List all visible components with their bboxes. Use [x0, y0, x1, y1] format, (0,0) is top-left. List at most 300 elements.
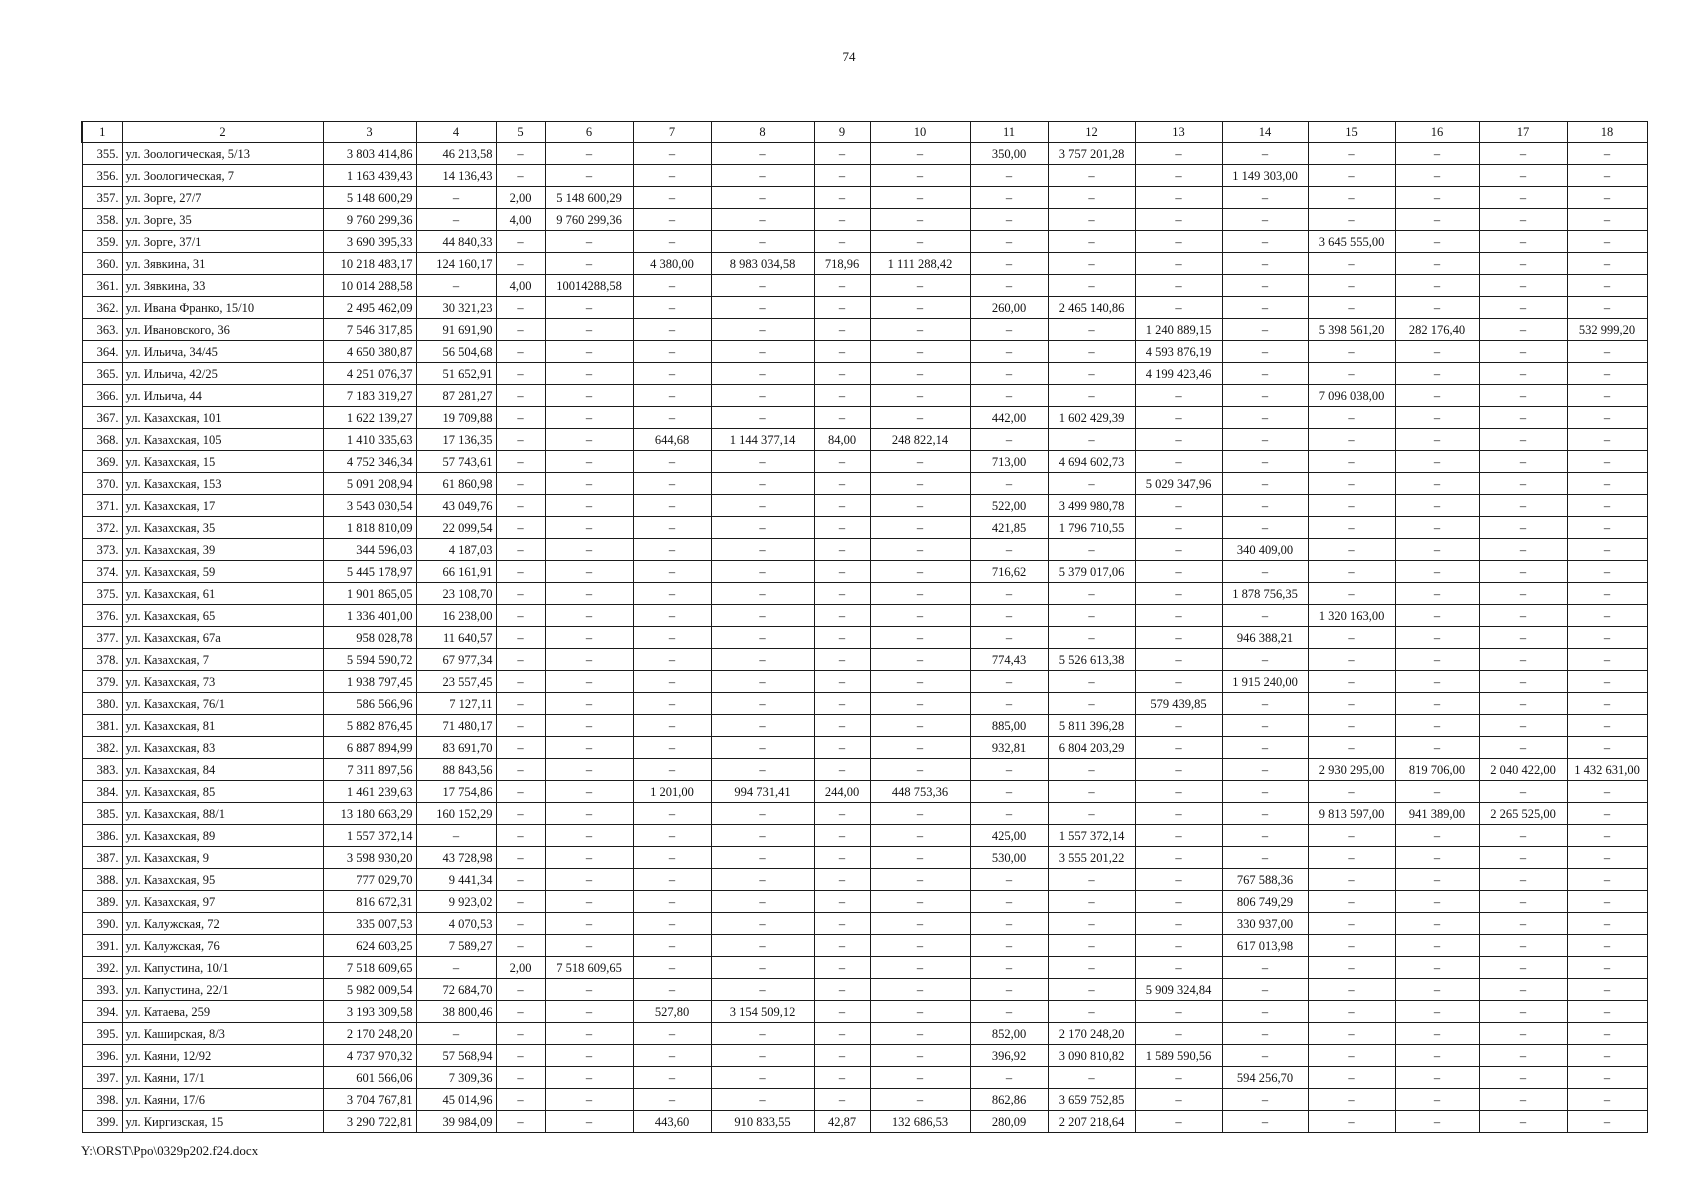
value-cell: – [970, 319, 1048, 341]
table-row [82, 869, 1647, 891]
value-cell: – [870, 231, 970, 253]
value-cell: – [1567, 605, 1647, 627]
value-cell: – [545, 1023, 633, 1045]
value-cell: – [970, 891, 1048, 913]
value-cell: 1 144 377,14 [711, 429, 814, 451]
value-cell: – [1135, 187, 1222, 209]
value-cell: – [1308, 187, 1395, 209]
value-cell: – [1135, 253, 1222, 275]
address-cell: ул. Ивановского, 36 [122, 319, 323, 341]
value-cell: – [545, 341, 633, 363]
value-cell: – [1135, 451, 1222, 473]
value-cell: 14 136,43 [416, 165, 496, 187]
value-cell: 2 265 525,00 [1479, 803, 1567, 825]
value-cell: – [1048, 759, 1135, 781]
value-cell: – [711, 825, 814, 847]
value-cell: – [545, 231, 633, 253]
value-cell: 816 672,31 [323, 891, 416, 913]
value-cell: 7 546 317,85 [323, 319, 416, 341]
table-row [82, 473, 1647, 495]
value-cell: – [870, 451, 970, 473]
value-cell: – [1567, 407, 1647, 429]
value-cell: – [496, 759, 545, 781]
table-row [82, 1023, 1647, 1045]
value-cell: – [416, 1023, 496, 1045]
row-number-cell: 371. [82, 495, 122, 517]
value-cell: – [496, 385, 545, 407]
value-cell: – [1048, 671, 1135, 693]
value-cell: – [870, 473, 970, 495]
table-row [82, 517, 1647, 539]
value-cell: – [545, 1067, 633, 1089]
address-cell: ул. Казахская, 39 [122, 539, 323, 561]
value-cell: 350,00 [970, 143, 1048, 165]
value-cell: – [870, 209, 970, 231]
value-cell: – [496, 1045, 545, 1067]
value-cell: 1 557 372,14 [323, 825, 416, 847]
table-row [82, 165, 1647, 187]
value-cell: – [970, 979, 1048, 1001]
value-cell: – [1479, 297, 1567, 319]
address-cell: ул. Казахская, 65 [122, 605, 323, 627]
address-cell: ул. Казахская, 85 [122, 781, 323, 803]
value-cell: – [1135, 737, 1222, 759]
value-cell: – [1135, 209, 1222, 231]
table-row [82, 737, 1647, 759]
value-cell: – [814, 275, 870, 297]
value-cell: – [1308, 891, 1395, 913]
value-cell: – [633, 847, 711, 869]
value-cell: 30 321,23 [416, 297, 496, 319]
value-cell: – [1222, 231, 1308, 253]
value-cell: 7 518 609,65 [323, 957, 416, 979]
value-cell: – [814, 759, 870, 781]
row-number-cell: 360. [82, 253, 122, 275]
value-cell: – [1222, 1023, 1308, 1045]
table-row [82, 1111, 1647, 1133]
value-cell: – [496, 341, 545, 363]
value-cell: – [545, 781, 633, 803]
value-cell: – [711, 517, 814, 539]
value-cell: – [496, 1001, 545, 1023]
value-cell: – [814, 1001, 870, 1023]
value-cell: – [1567, 539, 1647, 561]
value-cell: – [1135, 517, 1222, 539]
value-cell: – [545, 165, 633, 187]
value-cell: – [814, 165, 870, 187]
value-cell: 56 504,68 [416, 341, 496, 363]
value-cell: – [633, 231, 711, 253]
value-cell: – [1308, 143, 1395, 165]
value-cell: 2 495 462,09 [323, 297, 416, 319]
value-cell: – [633, 561, 711, 583]
value-cell: – [870, 319, 970, 341]
row-number-cell: 359. [82, 231, 122, 253]
value-cell: – [1308, 297, 1395, 319]
value-cell: 5 594 590,72 [323, 649, 416, 671]
value-cell: 4 593 876,19 [1135, 341, 1222, 363]
row-number-cell: 370. [82, 473, 122, 495]
value-cell: – [711, 363, 814, 385]
value-cell: 7 127,11 [416, 693, 496, 715]
row-number-cell: 389. [82, 891, 122, 913]
value-cell: – [1308, 1045, 1395, 1067]
value-cell: 51 652,91 [416, 363, 496, 385]
value-cell: – [1395, 1089, 1479, 1111]
value-cell: – [496, 825, 545, 847]
value-cell: 2 930 295,00 [1308, 759, 1395, 781]
value-cell: – [496, 715, 545, 737]
value-cell: 1 432 631,00 [1567, 759, 1647, 781]
value-cell: – [1479, 693, 1567, 715]
value-cell: 806 749,29 [1222, 891, 1308, 913]
value-cell: 3 757 201,28 [1048, 143, 1135, 165]
value-cell: – [870, 759, 970, 781]
value-cell: 6 804 203,29 [1048, 737, 1135, 759]
value-cell: – [970, 165, 1048, 187]
value-cell: 3 555 201,22 [1048, 847, 1135, 869]
value-cell: – [1308, 693, 1395, 715]
value-cell: 941 389,00 [1395, 803, 1479, 825]
value-cell: 774,43 [970, 649, 1048, 671]
row-number-cell: 379. [82, 671, 122, 693]
value-cell: – [545, 935, 633, 957]
value-cell: 1 915 240,00 [1222, 671, 1308, 693]
value-cell: – [633, 693, 711, 715]
table-row [82, 825, 1647, 847]
value-cell: 43 728,98 [416, 847, 496, 869]
value-cell: – [496, 693, 545, 715]
value-cell: – [1395, 209, 1479, 231]
value-cell: 282 176,40 [1395, 319, 1479, 341]
value-cell: 777 029,70 [323, 869, 416, 891]
value-cell: – [1567, 561, 1647, 583]
value-cell: – [496, 473, 545, 495]
value-cell: – [1308, 363, 1395, 385]
value-cell: – [633, 517, 711, 539]
value-cell: – [1135, 891, 1222, 913]
value-cell: 7 518 609,65 [545, 957, 633, 979]
table-row [82, 693, 1647, 715]
value-cell: – [1567, 1067, 1647, 1089]
value-cell: – [1395, 231, 1479, 253]
value-cell: – [1222, 803, 1308, 825]
value-cell: 4,00 [496, 275, 545, 297]
value-cell: – [496, 913, 545, 935]
value-cell: – [1135, 539, 1222, 561]
row-number-cell: 395. [82, 1023, 122, 1045]
value-cell: – [1479, 583, 1567, 605]
value-cell: – [496, 539, 545, 561]
address-cell: ул. Зорге, 35 [122, 209, 323, 231]
value-cell: – [633, 913, 711, 935]
value-cell: – [1135, 869, 1222, 891]
value-cell: – [814, 363, 870, 385]
value-cell: 1 557 372,14 [1048, 825, 1135, 847]
value-cell: – [633, 187, 711, 209]
value-cell: – [1395, 869, 1479, 891]
row-number-cell: 392. [82, 957, 122, 979]
column-header-12: 12 [1048, 122, 1135, 143]
table-row [82, 341, 1647, 363]
value-cell: – [545, 451, 633, 473]
value-cell: – [545, 297, 633, 319]
value-cell: – [870, 165, 970, 187]
row-number-cell: 381. [82, 715, 122, 737]
value-cell: – [711, 737, 814, 759]
value-cell: 5 029 347,96 [1135, 473, 1222, 495]
address-cell: ул. Казахская, 7 [122, 649, 323, 671]
value-cell: – [1567, 1023, 1647, 1045]
value-cell: – [1479, 407, 1567, 429]
value-cell: 527,80 [633, 1001, 711, 1023]
row-number-cell: 377. [82, 627, 122, 649]
address-cell: ул. Казахская, 83 [122, 737, 323, 759]
value-cell: – [1308, 1089, 1395, 1111]
value-cell: – [1308, 275, 1395, 297]
value-cell: 3 803 414,86 [323, 143, 416, 165]
value-cell: – [1395, 297, 1479, 319]
value-cell: 4 070,53 [416, 913, 496, 935]
value-cell: 17 136,35 [416, 429, 496, 451]
row-number-cell: 388. [82, 869, 122, 891]
value-cell: – [545, 495, 633, 517]
value-cell: – [814, 385, 870, 407]
value-cell: – [1308, 561, 1395, 583]
value-cell: – [1048, 253, 1135, 275]
value-cell: – [545, 319, 633, 341]
value-cell: – [545, 561, 633, 583]
value-cell: – [870, 979, 970, 1001]
value-cell: – [870, 671, 970, 693]
value-cell: – [545, 1045, 633, 1067]
value-cell: – [711, 209, 814, 231]
value-cell: – [1308, 407, 1395, 429]
value-cell: – [1048, 231, 1135, 253]
value-cell: – [1479, 517, 1567, 539]
value-cell: – [814, 715, 870, 737]
value-cell: – [970, 539, 1048, 561]
table-body [82, 143, 1647, 1133]
value-cell: – [1567, 517, 1647, 539]
value-cell: – [1567, 825, 1647, 847]
value-cell: – [870, 407, 970, 429]
column-header-1: 1 [82, 122, 122, 143]
value-cell: – [633, 649, 711, 671]
value-cell: 2 465 140,86 [1048, 297, 1135, 319]
value-cell: – [711, 231, 814, 253]
value-cell: – [870, 517, 970, 539]
value-cell: – [633, 341, 711, 363]
value-cell: 66 161,91 [416, 561, 496, 583]
address-cell: ул. Казахская, 15 [122, 451, 323, 473]
row-number-cell: 374. [82, 561, 122, 583]
row-number-cell: 369. [82, 451, 122, 473]
value-cell: – [1567, 231, 1647, 253]
value-cell: – [1395, 605, 1479, 627]
row-number-cell: 380. [82, 693, 122, 715]
value-cell: – [870, 627, 970, 649]
value-cell: – [970, 869, 1048, 891]
value-cell: – [633, 1023, 711, 1045]
value-cell: – [711, 1023, 814, 1045]
value-cell: 4 694 602,73 [1048, 451, 1135, 473]
value-cell: – [814, 671, 870, 693]
value-cell: – [545, 583, 633, 605]
table-row [82, 495, 1647, 517]
value-cell: – [1308, 825, 1395, 847]
value-cell: 5 526 613,38 [1048, 649, 1135, 671]
value-cell: – [1395, 517, 1479, 539]
value-cell: 1 461 239,63 [323, 781, 416, 803]
value-cell: – [1395, 539, 1479, 561]
value-cell: – [814, 1023, 870, 1045]
value-cell: – [1479, 979, 1567, 1001]
value-cell: – [633, 275, 711, 297]
value-cell: – [1222, 143, 1308, 165]
value-cell: 716,62 [970, 561, 1048, 583]
value-cell: – [1479, 957, 1567, 979]
value-cell: – [1395, 781, 1479, 803]
value-cell: – [1567, 429, 1647, 451]
value-cell: 624 603,25 [323, 935, 416, 957]
value-cell: – [1048, 781, 1135, 803]
table-row [82, 1001, 1647, 1023]
value-cell: – [1048, 209, 1135, 231]
value-cell: – [870, 957, 970, 979]
value-cell: – [1222, 297, 1308, 319]
value-cell: – [1222, 825, 1308, 847]
value-cell: – [1135, 957, 1222, 979]
footer-file-path: Y:\ORST\Ppo\0329p202.f24.docx [81, 1143, 259, 1158]
table-row [82, 1045, 1647, 1067]
page-number: 74 [842, 49, 856, 64]
value-cell: 61 860,98 [416, 473, 496, 495]
value-cell: – [416, 187, 496, 209]
value-cell: – [545, 913, 633, 935]
value-cell: – [1135, 715, 1222, 737]
value-cell: 7 309,36 [416, 1067, 496, 1089]
value-cell: – [1479, 1001, 1567, 1023]
value-cell: – [870, 649, 970, 671]
row-number-cell: 372. [82, 517, 122, 539]
value-cell: – [496, 627, 545, 649]
value-cell: – [1222, 385, 1308, 407]
value-cell: – [1048, 869, 1135, 891]
value-cell: – [545, 693, 633, 715]
column-header-15: 15 [1308, 122, 1395, 143]
table-row [82, 539, 1647, 561]
value-cell: – [1222, 1001, 1308, 1023]
value-cell: – [814, 693, 870, 715]
value-cell: – [1567, 627, 1647, 649]
value-cell: – [970, 583, 1048, 605]
value-cell: – [1479, 319, 1567, 341]
value-cell: 1 201,00 [633, 781, 711, 803]
value-cell: – [1048, 693, 1135, 715]
row-number-cell: 383. [82, 759, 122, 781]
value-cell: – [814, 649, 870, 671]
value-cell: 2,00 [496, 957, 545, 979]
table-row [82, 847, 1647, 869]
value-cell: – [970, 429, 1048, 451]
value-cell: – [711, 957, 814, 979]
value-cell: – [814, 737, 870, 759]
address-cell: ул. Казахская, 67а [122, 627, 323, 649]
value-cell: – [633, 583, 711, 605]
value-cell: – [545, 627, 633, 649]
value-cell: – [870, 737, 970, 759]
value-cell: 1 163 439,43 [323, 165, 416, 187]
value-cell: 160 152,29 [416, 803, 496, 825]
value-cell: – [496, 1023, 545, 1045]
value-cell: – [1567, 209, 1647, 231]
value-cell: – [1222, 341, 1308, 363]
value-cell: – [1567, 473, 1647, 495]
row-number-cell: 378. [82, 649, 122, 671]
value-cell: – [633, 473, 711, 495]
value-cell: – [1135, 803, 1222, 825]
value-cell: – [1135, 781, 1222, 803]
value-cell: 421,85 [970, 517, 1048, 539]
value-cell: – [1479, 473, 1567, 495]
value-cell: 4 380,00 [633, 253, 711, 275]
row-number-cell: 368. [82, 429, 122, 451]
value-cell: – [1308, 715, 1395, 737]
value-cell: 1 796 710,55 [1048, 517, 1135, 539]
value-cell: – [1567, 363, 1647, 385]
value-cell: – [1048, 429, 1135, 451]
value-cell: – [711, 385, 814, 407]
value-cell: – [814, 319, 870, 341]
column-header-18: 18 [1567, 122, 1647, 143]
value-cell: – [970, 759, 1048, 781]
value-cell: 910 833,55 [711, 1111, 814, 1133]
value-cell: – [1567, 1045, 1647, 1067]
value-cell: – [1222, 429, 1308, 451]
table-row [82, 671, 1647, 693]
value-cell: – [1567, 935, 1647, 957]
value-cell: – [1395, 165, 1479, 187]
value-cell: 330 937,00 [1222, 913, 1308, 935]
value-cell: – [633, 759, 711, 781]
table-row [82, 1067, 1647, 1089]
column-header-5: 5 [496, 122, 545, 143]
value-cell: – [1308, 429, 1395, 451]
value-cell: 44 840,33 [416, 231, 496, 253]
value-cell: – [870, 693, 970, 715]
value-cell: – [711, 1089, 814, 1111]
value-cell: – [1222, 737, 1308, 759]
value-cell: – [1135, 1111, 1222, 1133]
value-cell: – [545, 803, 633, 825]
value-cell: 39 984,09 [416, 1111, 496, 1133]
value-cell: – [496, 319, 545, 341]
value-cell: – [814, 803, 870, 825]
value-cell: 46 213,58 [416, 143, 496, 165]
value-cell: 87 281,27 [416, 385, 496, 407]
address-cell: ул. Казахская, 73 [122, 671, 323, 693]
value-cell: – [970, 341, 1048, 363]
value-cell: – [633, 869, 711, 891]
value-cell: – [870, 341, 970, 363]
value-cell: – [1048, 341, 1135, 363]
value-cell: – [1308, 979, 1395, 1001]
value-cell: – [1567, 385, 1647, 407]
table-row [82, 627, 1647, 649]
row-number-cell: 363. [82, 319, 122, 341]
value-cell: 9 923,02 [416, 891, 496, 913]
